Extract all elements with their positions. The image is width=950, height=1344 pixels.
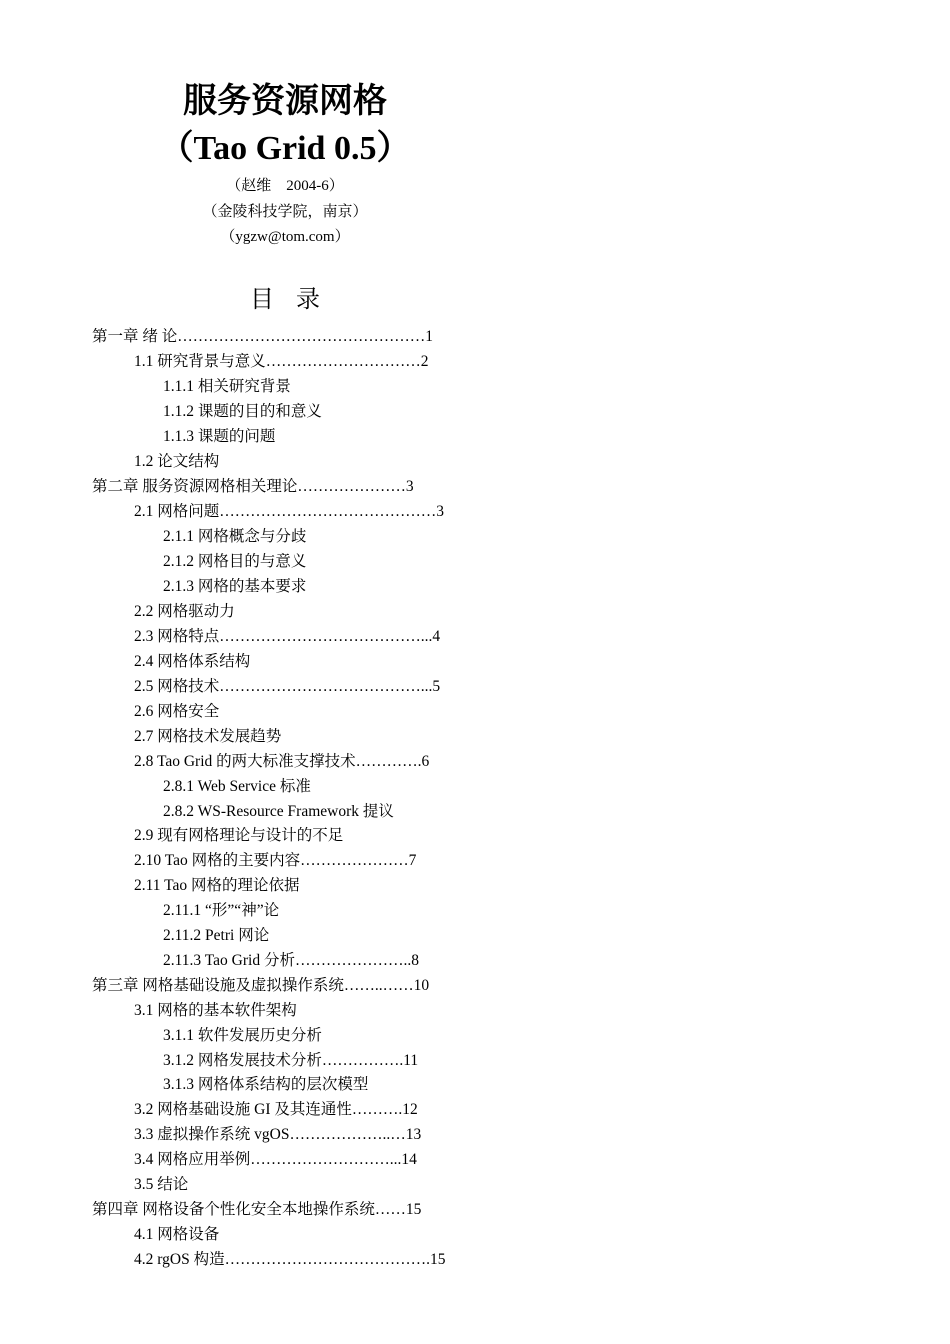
toc-entry-2-11-2: 2.11.2 Petri 网论 [163,927,270,944]
toc-entry-1-1-1: 1.1.1 相关研究背景 [163,378,291,395]
document-title: 服务资源网格 [183,83,387,120]
toc-entry-2-6: 2.6 网格安全 [134,703,220,720]
toc-entry-3-1-1: 3.1.1 软件发展历史分析 [163,1027,322,1044]
email-line: （ygzw@tom.com） [220,229,350,245]
toc-entry-3-1: 3.1 网格的基本软件架构 [134,1002,297,1019]
toc-entry-2-1-2: 2.1.2 网格目的与意义 [163,553,307,570]
toc-entry-1-1-3: 1.1.3 课题的问题 [163,428,276,445]
toc-entry-2-10: 2.10 Tao 网格的主要内容…………………7 [134,852,417,869]
toc-entry-1-2: 1.2 论文结构 [134,453,220,470]
toc-entry-2-1: 2.1 网格问题……………………………………3 [134,503,445,520]
toc-entry-2-9: 2.9 现有网格理论与设计的不足 [134,827,344,844]
toc-entry-2-7: 2.7 网格技术发展趋势 [134,728,282,745]
toc-entry-2-4: 2.4 网格体系结构 [134,653,251,670]
toc-entry-3-4: 3.4 网格应用举例………………………...14 [134,1151,417,1168]
toc-entry-3-3: 3.3 虚拟操作系统 vgOS………………..…13 [134,1126,422,1143]
toc-entry-3-1-3: 3.1.3 网格体系结构的层次模型 [163,1076,369,1093]
toc-entry-2-8-1: 2.8.1 Web Service 标准 [163,778,311,795]
toc-entry-1-1-2: 1.1.2 课题的目的和意义 [163,403,322,420]
toc-entry-2-5: 2.5 网格技术…………………………………...5 [134,678,441,695]
toc-entry-chapter-4: 第四章 网格设备个性化安全本地操作系统……15 [92,1201,422,1218]
author-line: （赵维 2004-6） [226,178,344,194]
toc-entry-3-5: 3.5 结论 [134,1176,189,1193]
toc-entry-3-1-2: 3.1.2 网格发展技术分析…………….11 [163,1052,419,1069]
organization-line: （金陵科技学院，南京） [202,204,368,220]
toc-entry-2-11-3: 2.11.3 Tao Grid 分析…………………..8 [163,952,419,969]
toc-entry-2-2: 2.2 网格驱动力 [134,603,235,620]
toc-heading: 目录 [250,287,342,313]
document-subtitle: （Tao Grid 0.5） [159,130,411,167]
toc-entry-4-1: 4.1 网格设备 [134,1226,220,1243]
toc-entry-chapter-3: 第三章 网格基础设施及虚拟操作系统……..……10 [92,977,430,994]
toc-entry-2-8-2: 2.8.2 WS-Resource Framework 提议 [163,803,394,820]
toc-entry-2-3: 2.3 网格特点…………………………………...4 [134,628,441,645]
toc-entry-2-1-3: 2.1.3 网格的基本要求 [163,578,307,595]
toc-entry-2-8: 2.8 Tao Grid 的两大标准支撑技术………….6 [134,753,430,770]
toc-entry-3-2: 3.2 网格基础设施 GI 及其连通性……….12 [134,1101,418,1118]
toc-entry-1-1: 1.1 研究背景与意义…………………………2 [134,353,429,370]
toc-entry-chapter-1: 第一章 绪 论…………………………………………1 [92,328,434,345]
toc-entry-2-11: 2.11 Tao 网格的理论依据 [134,877,300,894]
toc-entry-2-1-1: 2.1.1 网格概念与分歧 [163,528,307,545]
toc-entry-chapter-2: 第二章 服务资源网格相关理论…………………3 [92,478,414,495]
toc-entry-4-2: 4.2 rgOS 构造………………………………….15 [134,1251,446,1268]
toc-entry-2-11-1: 2.11.1 “形”“神”论 [163,902,280,919]
